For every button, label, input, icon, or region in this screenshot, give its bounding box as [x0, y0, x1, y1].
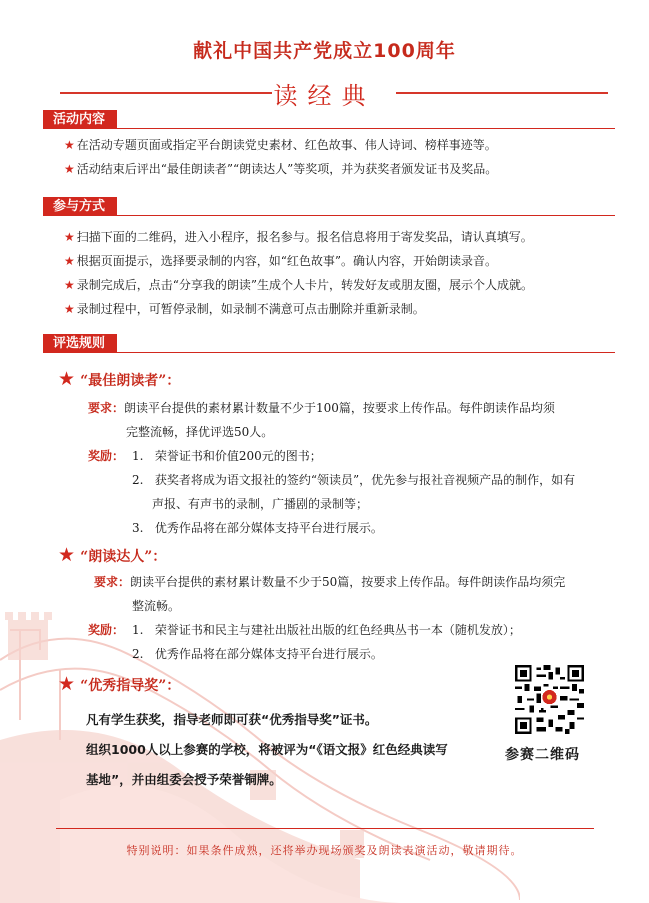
mentor-line-2: 组织1000人以上参赛的学校，将被评为“《语文报》红色经典读写: [86, 742, 448, 757]
section-rules-rule: [43, 352, 615, 353]
star-icon: ★: [64, 138, 75, 152]
mentor-line-3: 基地”，并由组委会授予荣誉铜牌。: [86, 772, 282, 787]
participate-item-1: ★ 扫描下面的二维码，进入小程序，报名参与。报名信息将用于寄发奖品，请认真填写。: [64, 230, 533, 244]
reading-expert-reward-2: 2. 优秀作品将在部分媒体支持平台进行展示。: [132, 647, 383, 661]
reading-expert-heading: ★ “朗读达人”：: [58, 544, 167, 566]
best-reader-heading: ★ “最佳朗读者”：: [58, 368, 181, 390]
section-activity-label: 活动内容: [43, 110, 117, 129]
section-rules-label: 评选规则: [43, 334, 117, 353]
activity-item-1: ★ 在活动专题页面或指定平台朗读党史素材、红色故事、伟人诗词、榜样事迹等。: [64, 138, 497, 152]
star-icon: ★: [58, 544, 76, 566]
star-icon: ★: [64, 230, 75, 244]
participate-item-3: ★ 录制完成后，点击“分享我的朗读”生成个人卡片，转发好友或朋友圈，展示个人成就。: [64, 278, 534, 292]
best-reader-reward-3: 3. 优秀作品将在部分媒体支持平台进行展示。: [132, 521, 383, 535]
best-reader-reward-2: 2. 获奖者将成为语文报社的签约“领读员”，优先参与报社音视频产品的制作，如有: [132, 473, 576, 487]
mentor-line-1: 凡有学生获奖，指导老师即可获“优秀指导奖”证书。: [86, 712, 378, 727]
section-participate-rule: [43, 215, 615, 216]
reading-expert-requirement: 要求：朗读平台提供的素材累计数量不少于50篇，按要求上传作品。每件朗读作品均须完: [94, 575, 566, 589]
page-subtitle: 读经典: [273, 82, 376, 110]
section-participate-label: 参与方式: [43, 197, 117, 216]
footer-rule: [56, 828, 594, 829]
best-reader-reward-2-cont: 声报、有声书的录制，广播剧的录制等；: [152, 497, 369, 511]
participate-item-2: ★ 根据页面提示，选择要录制的内容，如“红色故事”。确认内容，开始朗读录音。: [64, 254, 498, 268]
footer-note: 特别说明：如果条件成熟，还将举办现场颁奖及朗读表演活动，敬请期待。: [126, 844, 523, 857]
participate-item-4: ★ 录制过程中，可暂停录制，如录制不满意可点击删除并重新录制。: [64, 302, 425, 316]
best-reader-requirement: 要求：朗读平台提供的素材累计数量不少于100篇，按要求上传作品。每件朗读作品均须: [88, 401, 555, 415]
activity-item-2: ★ 活动结束后评出“最佳朗读者”“朗读达人”等奖项，并为获奖者颁发证书及奖品。: [64, 162, 498, 176]
star-icon: ★: [58, 368, 76, 390]
qr-code-image: [515, 665, 584, 734]
qr-caption: 参赛二维码: [505, 747, 580, 763]
reading-expert-requirement-cont: 整流畅。: [132, 599, 181, 613]
star-icon: ★: [64, 278, 75, 292]
reading-expert-reward-label: 奖励：: [88, 623, 125, 637]
best-reader-reward-1: 1. 荣誉证书和价值200元的图书；: [132, 449, 322, 463]
best-reader-requirement-cont: 完整流畅，择优评选50人。: [126, 425, 274, 439]
mentor-heading: ★ “优秀指导奖”：: [58, 673, 181, 695]
star-icon: ★: [64, 162, 75, 176]
section-activity-rule: [43, 128, 615, 129]
reading-expert-reward-1: 1. 荣誉证书和民主与建社出版社出版的红色经典丛书一本（随机发放）；: [132, 623, 521, 637]
star-icon: ★: [58, 673, 76, 695]
star-icon: ★: [64, 254, 75, 268]
star-icon: ★: [64, 302, 75, 316]
page-title: 献礼中国共产党成立100周年: [193, 40, 456, 62]
best-reader-reward-label: 奖励：: [88, 449, 125, 463]
